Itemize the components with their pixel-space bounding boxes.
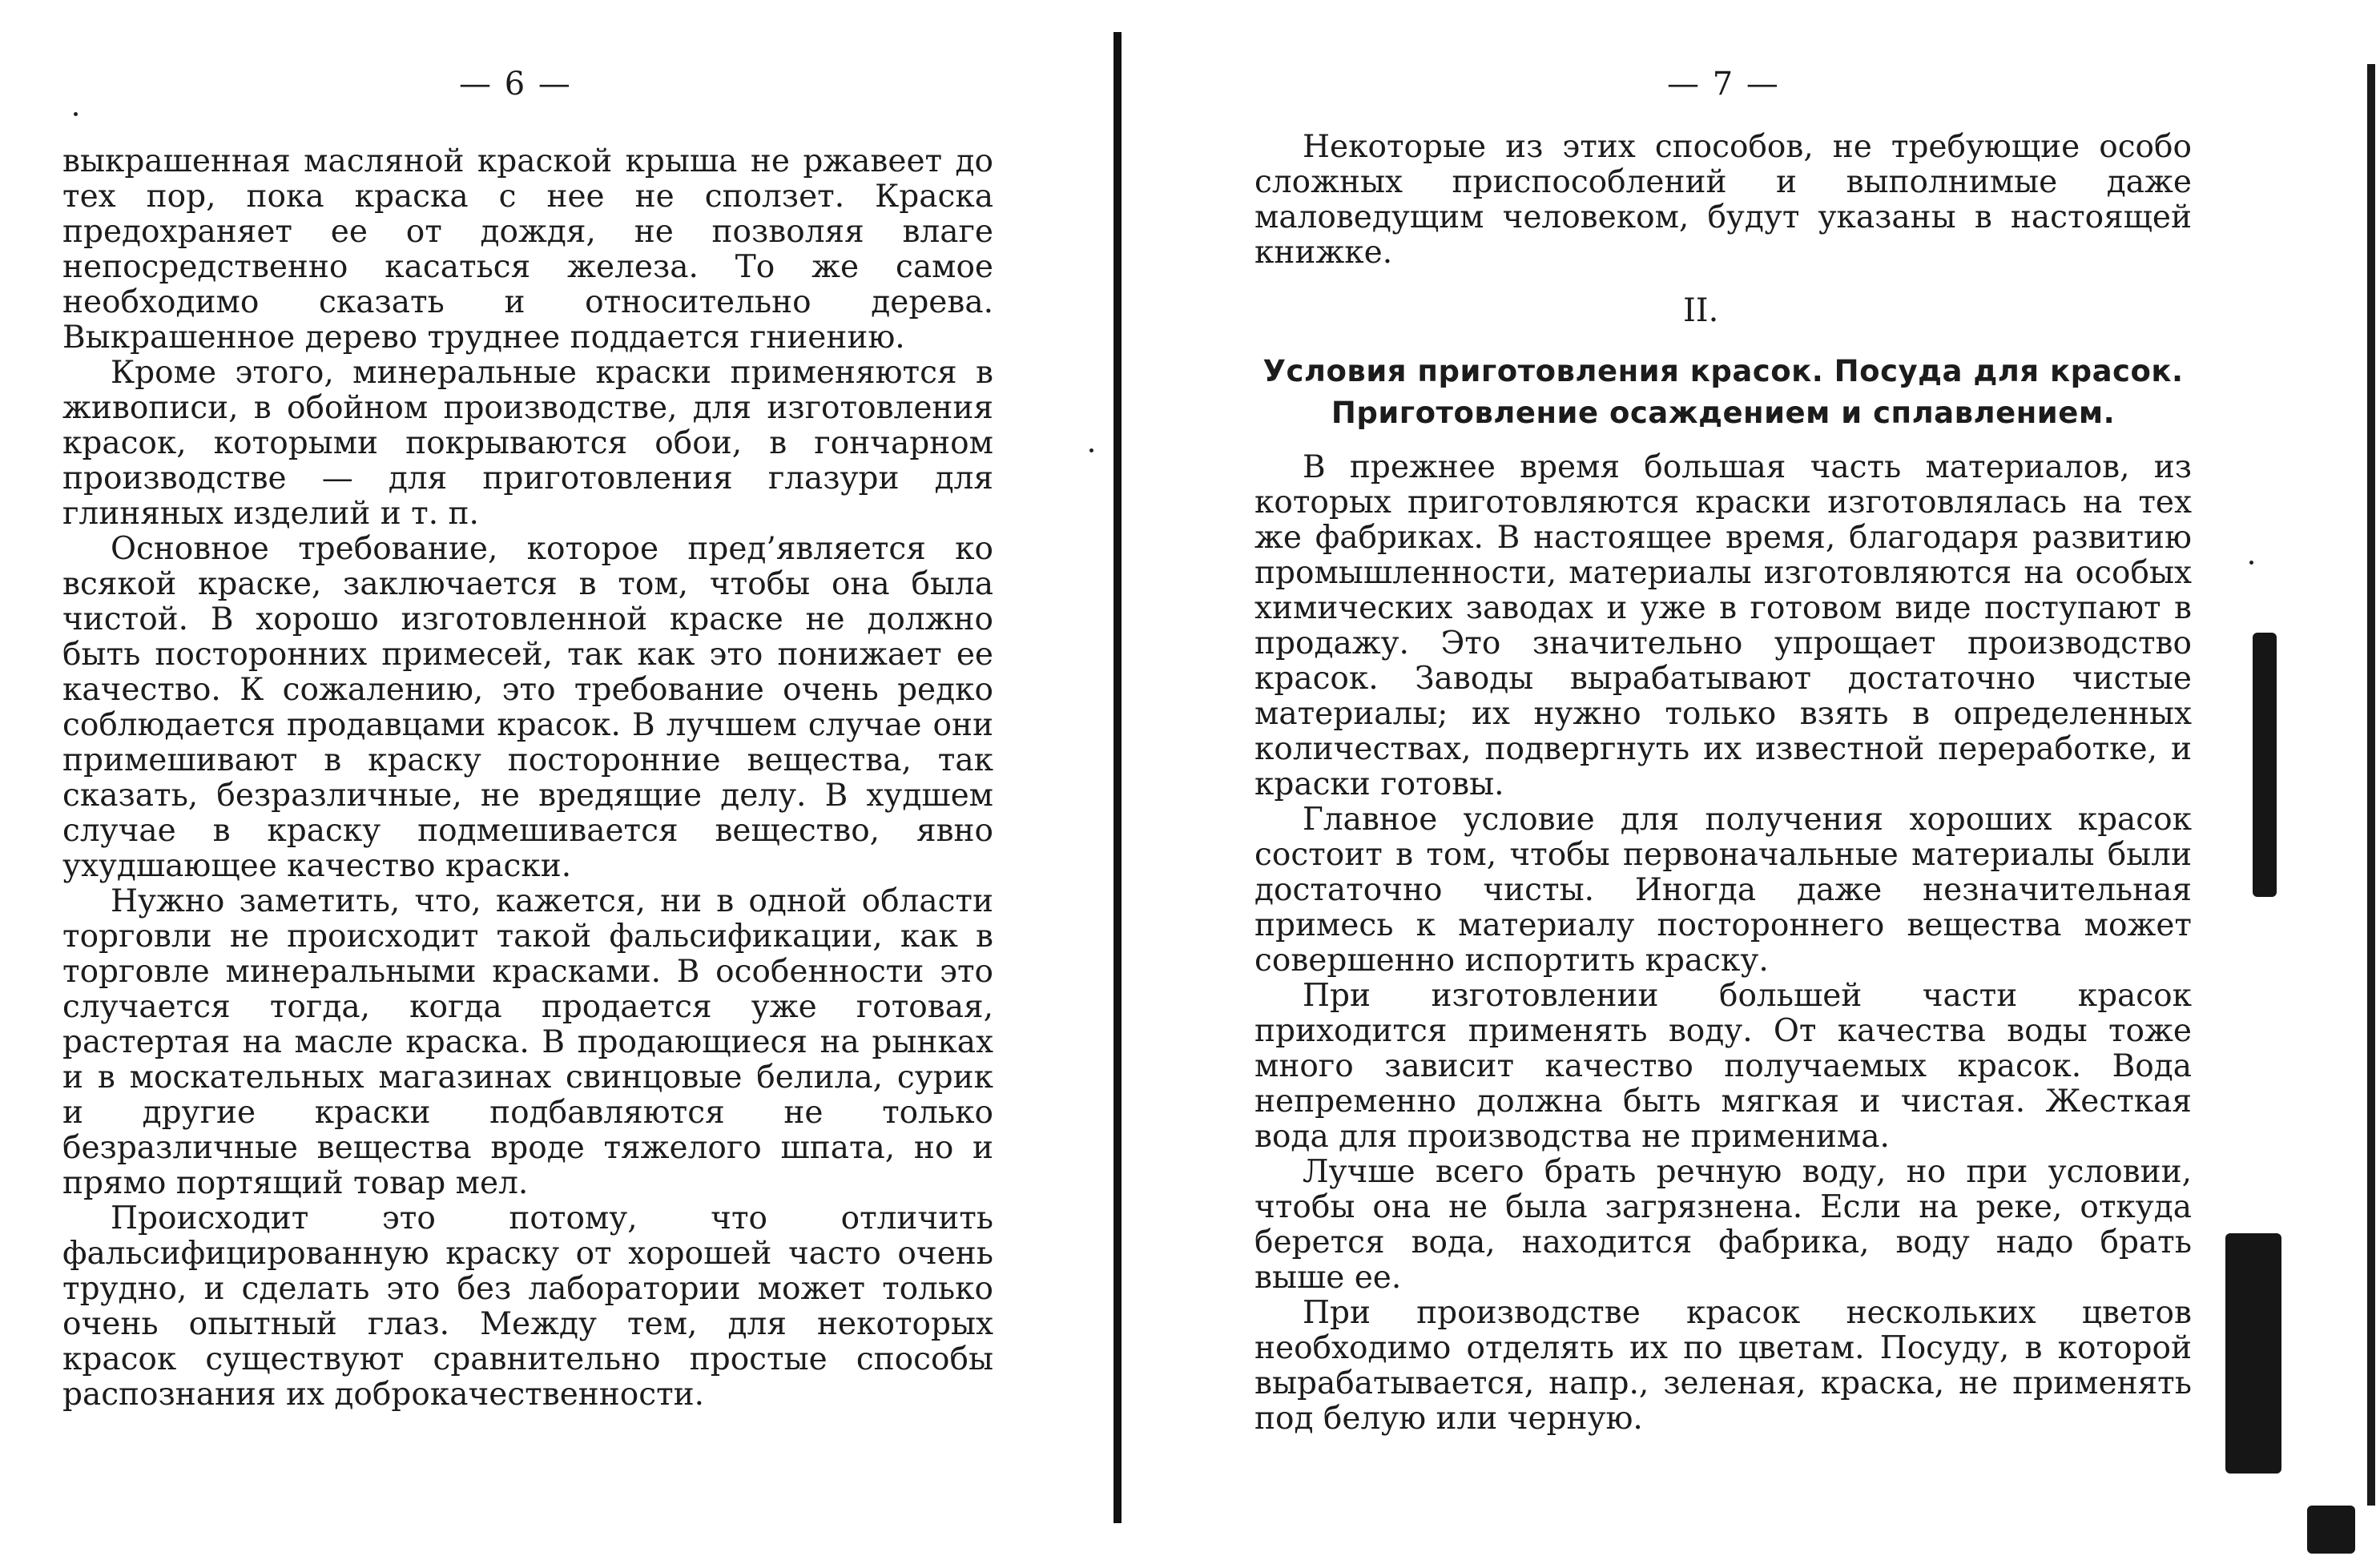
right-page-intro: [1254, 130, 2192, 271]
right-paragraph-4: Лучше всего брать речную воду, но при условии, чтобы она не была загрязнена. Если на реке, откуда берется вода, находится фабрика, воду надо брать выше ее.: [1254, 1154, 2192, 1296]
scan-edge-strip: [2367, 64, 2375, 1506]
scan-speck: [74, 112, 78, 116]
left-page-number: — 6 —: [459, 66, 572, 103]
scan-speck: [2249, 561, 2253, 565]
scan-speck: [1089, 448, 1093, 452]
left-paragraph-3: Основное требование, которое пред’является ко всякой краске, заключается в том, чтобы она была чистой. В хорошо изготовленной краске не должно быть посторонних примесей, так как это понижает ее качество. К сожалению, это требование очень редко соблюдается продавцами красок. В лучшем случае они примешивают в краску посторонние вещества, так сказать, безразличные, не вредящие делу. В худшем случае в краску подмешивается вещество, явно ухудшающее качество краски.: [62, 531, 993, 884]
right-paragraph-2: Главное условие для получения хороших красок состоит в том, чтобы первоначальные материалы были достаточно чисты. Иногда даже незначительная примесь к материалу постороннего вещества может совершенно испортить краску.: [1254, 802, 2192, 979]
right-page-number: — 7 —: [1667, 66, 1780, 103]
scan-smudge-upper: [2253, 633, 2277, 897]
left-paragraph-4: Нужно заметить, что, кажется, ни в одной области торговли не происходит такой фальсификации, как в торговле минеральными красками. В особенности это случается тогда, когда продается уже готовая, растертая на масле краска. В продающиеся на рынках и в москательных магазинах свинцовые белила, сурик и другие краски подбавляются не только безразличные вещества вроде тяжелого шпата, но и прямо портящий товар мел.: [62, 883, 993, 1201]
scan-smudge-bottom: [2307, 1506, 2355, 1554]
section-heading: Условия приготовления красок. Посуда для красок. Приготовление осаждением и сплавлением.: [1262, 354, 2184, 430]
right-paragraph-1: В прежнее время большая часть материалов, из которых приготовляются краски изготовлялась на тех же фабриках. В настоящее время, благодаря развитию промышленности, материалы изготовляются на особых химических заводах и уже в готовом виде поступают в продажу. Это значительно упрощает производство красок. Заводы вырабатывают достаточно чистые материалы; их нужно только взять в определенных количествах, подвергнуть их известной переработке, и краски готовы.: [1254, 449, 2192, 802]
left-paragraph-5: Происходит это потому, что отличить фальсифицированную краску от хорошей часто очень трудно, и сделать это без лаборатории может только очень опытный глаз. Между тем, для некоторых красок существуют сравнительно простые способы распознания их доброкачественности.: [62, 1200, 993, 1413]
scan-smudge-lower: [2225, 1233, 2281, 1474]
right-intro-paragraph: Некоторые из этих способов, не требующие особо сложных приспособлений и выполнимые даже маловедущим человеком, будут указаны в настоящей книжке.: [1254, 129, 2192, 271]
right-page-body: [1254, 450, 2192, 1437]
book-gutter-line: [1113, 32, 1122, 1523]
left-page-body: [62, 144, 993, 1413]
right-paragraph-3: При изготовлении большей части красок приходится применять воду. От качества воды тоже много зависит качество получаемых красок. Вода непременно должна быть мягкая и чистая. Жесткая вода для производства не применима.: [1254, 978, 2192, 1155]
section-numeral: II.: [1683, 292, 1719, 329]
left-paragraph-1: выкрашенная масляной краской крыша не ржавеет до тех пор, пока краска с нее не сползет. Краска предохраняет ее от дождя, не позволяя влаге непосредственно касаться железа. То же самое необходимо сказать и относительно дерева. Выкрашенное дерево труднее поддается гниению.: [62, 143, 993, 356]
left-paragraph-2: Кроме этого, минеральные краски применяются в живописи, в обойном производстве, для изготовления красок, которыми покрываются обои, в гончарном производстве — для приготовления глазури для глиняных изделий и т. п.: [62, 355, 993, 532]
right-paragraph-5: При производстве красок нескольких цветов необходимо отделять их по цветам. Посуду, в которой вырабатывается, напр., зеленая, краска, не применять под белую или черную.: [1254, 1295, 2192, 1437]
